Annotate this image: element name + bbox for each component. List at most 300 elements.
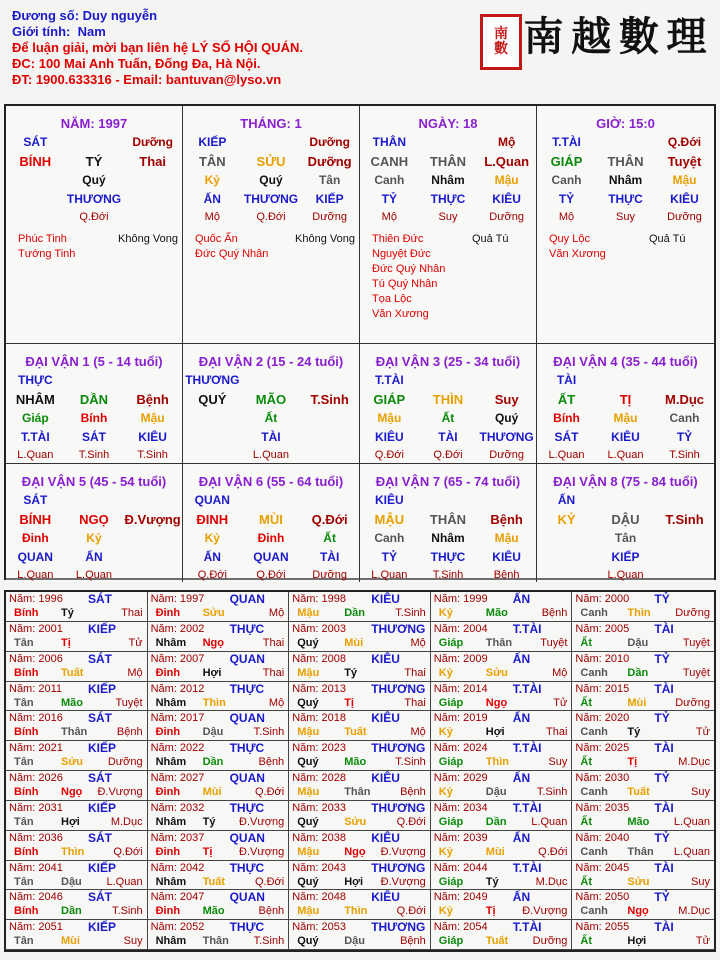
r5-item: Dưỡng	[667, 211, 702, 223]
star-label: Không Vong	[118, 233, 178, 245]
year-cell	[148, 920, 290, 950]
r5-row	[183, 211, 359, 226]
year-cell	[431, 682, 573, 712]
year-star: THỰC	[229, 741, 265, 756]
gender-label: Giới tính:	[12, 24, 71, 39]
year-stem: Kỷ	[438, 786, 453, 798]
year-cell	[289, 652, 431, 682]
year-star: TÀI	[654, 681, 674, 696]
year-branch: Mão	[202, 905, 225, 918]
year-cell	[6, 920, 148, 950]
r3-item: Mậu	[140, 411, 165, 425]
dai-van-cell	[537, 344, 714, 464]
r1-item: T.TÀI	[552, 135, 581, 149]
year-branch: Hợi	[485, 726, 505, 739]
year-label: Năm: 2013	[292, 682, 346, 695]
r4-item: TỶ	[381, 192, 397, 206]
year-phase: Bệnh	[258, 905, 285, 918]
r2-item: ĐINH	[196, 512, 229, 527]
r1-item: THỰC	[18, 373, 53, 387]
year-stem: Tân	[14, 815, 34, 828]
year-stem: Tân	[14, 696, 34, 709]
year-stem: Quý	[297, 815, 319, 828]
year-cell	[572, 682, 714, 712]
year-stem: Đinh	[155, 726, 181, 739]
r3-item	[655, 531, 713, 546]
r1-item: THƯƠNG	[185, 373, 240, 387]
year-branch: Thân	[61, 726, 88, 739]
year-stem: Quý	[297, 636, 319, 649]
r5-item: Q.Đới	[197, 569, 227, 581]
year-star: QUAN	[229, 711, 265, 726]
year-star: TÀI	[654, 741, 674, 756]
year-table	[4, 590, 716, 952]
year-phase: M.Dục	[678, 756, 710, 769]
year-label: Năm: 2016	[9, 712, 63, 725]
r2-item: KỶ	[557, 512, 576, 527]
stars-right	[118, 232, 178, 247]
r4-item: QUAN	[253, 550, 289, 564]
year-branch: Ngọ	[344, 845, 366, 858]
year-branch: Hợi	[61, 815, 80, 828]
r3-row	[537, 531, 714, 546]
year-phase: M.Dục	[110, 815, 143, 828]
r3-row	[537, 173, 714, 188]
year-label: Năm: 1998	[292, 593, 346, 605]
year-cell	[289, 920, 431, 950]
r3-row	[6, 173, 182, 188]
year-branch: Thìn	[485, 756, 510, 769]
year-cell	[431, 861, 573, 891]
year-star: THƯƠNG	[371, 621, 426, 636]
year-phase: T.Sinh	[536, 786, 568, 798]
year-stem: Kỷ	[438, 726, 453, 739]
r1-item: ẤN	[557, 493, 576, 507]
r3-item: Kỷ	[204, 173, 220, 187]
year-star: ẤN	[512, 771, 531, 785]
r3-item: Nhâm	[608, 173, 643, 187]
year-label: Năm: 1999	[433, 593, 488, 605]
year-phase: L.Quan	[673, 845, 710, 858]
year-stem: Tân	[14, 875, 34, 888]
year-phase: Bệnh	[400, 786, 426, 798]
year-branch: Mùi	[344, 636, 364, 649]
r1-item: SÁT	[23, 135, 48, 149]
year-phase: Bệnh	[400, 935, 426, 948]
year-phase: T.Sinh	[395, 607, 426, 619]
year-cell	[572, 652, 714, 682]
year-phase: Suy	[123, 935, 143, 948]
dai-van-cell	[183, 464, 360, 582]
year-label: Năm: 2052	[150, 921, 205, 934]
year-star: ẤN	[512, 711, 531, 726]
stars-right	[472, 232, 509, 247]
year-stem: Bính	[14, 726, 39, 739]
r4-item: ẤN	[85, 550, 103, 564]
r2-item: THÂN	[429, 154, 467, 169]
r5-item	[124, 211, 182, 226]
year-phase: Bệnh	[116, 726, 143, 739]
dai-van-title: ĐẠI VẬN 2 (15 - 24 tuổi)	[198, 354, 344, 369]
r1-row	[360, 373, 536, 388]
year-branch: Sửu	[344, 815, 367, 828]
year-label: Năm: 2015	[575, 682, 630, 695]
r2-item: ẤT	[557, 392, 576, 407]
r4-row	[360, 430, 536, 445]
year-star: THƯƠNG	[371, 800, 426, 815]
address-line: ĐC: 100 Mai Anh Tuấn, Đống Đa, Hà Nội.	[12, 56, 261, 71]
r4-item: TỶ	[558, 192, 575, 206]
year-branch: Mão	[344, 756, 367, 769]
year-label: Năm: 2054	[433, 921, 488, 934]
year-cell	[6, 592, 148, 622]
year-label: Năm: 2023	[292, 742, 346, 755]
year-cell	[572, 831, 714, 861]
year-phase: Mộ	[127, 666, 143, 679]
year-stem: Nhâm	[155, 696, 187, 709]
brand-char: 理	[666, 12, 707, 60]
year-stem: Đinh	[155, 666, 181, 679]
r1-item: Q.Đới	[667, 135, 702, 149]
r2-row	[6, 392, 182, 407]
year-label: Năm: 2037	[150, 831, 205, 844]
r1-item	[655, 493, 713, 508]
pillar-cell	[183, 106, 360, 344]
r5-item	[183, 449, 241, 464]
year-label: Năm: 2034	[433, 801, 488, 814]
owner-name: Duy nguyễn	[82, 8, 158, 23]
year-label: Năm: 2055	[575, 921, 630, 934]
r4-item: KIÊU	[670, 192, 699, 206]
year-phase: Đ.Vượng	[239, 815, 285, 828]
r2-item: Q.Đới	[311, 512, 348, 527]
year-star: TÀI	[654, 800, 674, 815]
star-label: Tọa Lộc	[372, 293, 412, 305]
r4-row	[6, 430, 182, 445]
year-stem: Ất	[580, 636, 592, 649]
year-label: Năm: 2020	[575, 712, 630, 725]
year-label: Năm: 2001	[9, 622, 63, 635]
r1-item	[242, 493, 300, 508]
year-label: Năm: 2032	[150, 801, 205, 814]
year-cell	[572, 861, 714, 891]
year-stem: Giáp	[438, 815, 464, 828]
r4-item: ẤN	[203, 550, 221, 564]
r3-item: Tân	[614, 531, 637, 545]
year-cell	[431, 831, 573, 861]
r2-item: Đ.Vượng	[124, 512, 181, 527]
year-label: Năm: 2005	[575, 622, 630, 635]
year-branch: Dậu	[344, 935, 365, 948]
year-star: SÁT	[88, 890, 112, 905]
year-branch: Tuất	[344, 726, 367, 739]
year-stem: Kỷ	[438, 845, 453, 858]
year-cell	[148, 861, 290, 891]
r3-item	[124, 531, 182, 546]
year-star: T.TÀI	[512, 741, 542, 756]
year-star: SÁT	[88, 592, 112, 606]
pillar-title: NĂM: 1997	[60, 116, 128, 131]
year-phase: L.Quan	[531, 815, 568, 828]
year-label: Năm: 2044	[433, 861, 488, 874]
year-star: TỶ	[654, 771, 670, 785]
year-stem: Bính	[14, 786, 39, 798]
r2-item: Bệnh	[490, 512, 523, 527]
year-cell	[148, 652, 290, 682]
year-label: Năm: 2040	[575, 831, 630, 844]
r5-item: L.Quan	[371, 569, 408, 581]
r3-item: Kỷ	[204, 531, 220, 545]
year-branch: Mão	[485, 607, 508, 619]
r4-item: TÀI	[319, 550, 340, 564]
year-branch: Mùi	[61, 935, 80, 948]
year-stem: Tân	[14, 935, 34, 948]
r5-item: L.Quan	[548, 449, 585, 461]
year-label: Năm: 2033	[292, 801, 346, 814]
year-stem: Canh	[580, 666, 608, 679]
r4-item: THƯƠNG	[479, 430, 534, 444]
r4-item: TỶ	[676, 430, 693, 444]
year-label: Năm: 2030	[575, 772, 630, 784]
year-cell	[148, 890, 290, 920]
r1-item	[655, 373, 713, 388]
year-branch: Thìn	[344, 905, 368, 918]
r5-item: Dưỡng	[489, 449, 525, 461]
r4-item	[655, 550, 713, 565]
r2-item: DẦN	[79, 392, 109, 407]
r1-row	[360, 135, 536, 150]
r3-row	[6, 411, 182, 426]
r5-row	[537, 211, 714, 226]
year-branch: Tý	[627, 726, 641, 739]
header-info	[12, 8, 472, 88]
year-stem: Nhâm	[155, 756, 187, 769]
r2-item: Suy	[494, 392, 519, 407]
year-phase: M.Dục	[535, 875, 568, 888]
year-phase: Thai	[404, 696, 426, 709]
r1-item	[242, 373, 300, 388]
year-label: Năm: 2036	[9, 831, 63, 844]
year-phase: Suy	[691, 875, 710, 888]
r2-item: MẬU	[374, 512, 405, 527]
r4-item	[301, 430, 359, 445]
r2-item: L.Quan	[484, 154, 530, 169]
r3-row	[183, 531, 359, 546]
r4-item	[183, 430, 241, 445]
pillar-cell	[6, 106, 183, 344]
r2-item: M.Dục	[665, 392, 704, 407]
r3-item	[537, 531, 595, 546]
year-branch: Tuất	[627, 786, 650, 798]
star-label: Quy Lộc	[549, 233, 590, 245]
year-branch: Dậu	[202, 726, 224, 739]
year-star: QUAN	[229, 890, 265, 905]
year-phase: Q.Đới	[254, 875, 285, 888]
year-stem: Kỷ	[438, 607, 453, 619]
year-branch: Hợi	[627, 935, 647, 948]
year-label: Năm: 2047	[150, 891, 205, 904]
r5-item: T.Sinh	[137, 449, 168, 461]
dai-van-title: ĐẠI VẬN 5 (45 - 54 tuổi)	[21, 474, 167, 489]
year-cell	[431, 652, 573, 682]
r2-row	[537, 512, 714, 527]
year-branch: Dần	[485, 815, 507, 828]
r1-row	[6, 135, 182, 150]
year-cell	[431, 622, 573, 652]
r4-item: KIÊU	[611, 430, 640, 444]
year-star: TÀI	[654, 860, 674, 875]
r2-row	[360, 154, 536, 169]
year-branch: Dần	[344, 607, 365, 619]
r5-item: Dưỡng	[312, 569, 348, 581]
r5-item: L.Quan	[17, 569, 54, 581]
r5-item: Bệnh	[493, 569, 520, 581]
r4-item: THỰC	[430, 192, 466, 206]
star-label: Tú Quý Nhân	[372, 278, 438, 290]
star-label: Văn Xương	[372, 308, 429, 320]
r4-item: ẤN	[203, 192, 221, 206]
r2-item: Thai	[139, 154, 166, 169]
r5-item	[537, 569, 595, 582]
r3-item: Canh	[551, 173, 582, 187]
year-cell	[431, 592, 573, 622]
year-stem: Ất	[580, 815, 592, 828]
star-label: Quả Tú	[472, 233, 509, 245]
year-label: Năm: 2002	[150, 622, 205, 635]
year-star: SÁT	[88, 711, 112, 726]
r2-item: Tuyệt	[667, 154, 702, 169]
r1-row	[537, 373, 714, 388]
brand-char: 越	[571, 12, 612, 60]
r3-row	[183, 173, 359, 188]
year-label: Năm: 1996	[9, 593, 63, 605]
year-star: KIÊU	[371, 651, 400, 666]
year-label: Năm: 2022	[150, 742, 205, 755]
year-stem: Giáp	[438, 935, 464, 948]
year-stem: Giáp	[438, 696, 464, 709]
r1-item: THÂN	[372, 135, 406, 149]
pillar-title: GIỜ: 15:0	[596, 116, 655, 131]
star-label: Quốc Ấn	[195, 233, 238, 245]
year-stem: Bính	[14, 607, 39, 619]
r1-item	[478, 493, 536, 508]
year-cell	[431, 920, 573, 950]
year-star: T.TÀI	[512, 920, 542, 935]
year-star: THỰC	[229, 800, 265, 815]
year-cell	[289, 741, 431, 771]
year-label: Năm: 2003	[292, 622, 346, 635]
year-star: THƯƠNG	[371, 681, 426, 696]
year-label: Năm: 2048	[292, 891, 346, 904]
year-cell	[148, 711, 290, 741]
year-cell	[572, 592, 714, 622]
r1-item: KIÊU	[374, 493, 404, 507]
year-branch: Thìn	[202, 696, 226, 709]
r5-item: Mộ	[381, 211, 397, 223]
year-cell	[572, 711, 714, 741]
r3-item: Nhâm	[431, 531, 465, 545]
r1-item: Mộ	[497, 135, 516, 149]
r4-item: THƯƠNG	[66, 192, 122, 206]
year-star: ẤN	[512, 830, 531, 845]
year-star: KIÊU	[371, 771, 400, 785]
r5-item: Q.Đới	[433, 449, 463, 461]
year-star: TÀI	[654, 621, 674, 636]
r1-item	[478, 373, 536, 388]
r3-item: Tân	[318, 173, 341, 187]
r2-row	[183, 392, 359, 407]
r4-item: THỰC	[608, 192, 643, 206]
year-label: Năm: 2012	[150, 682, 205, 695]
r1-row	[537, 493, 714, 508]
year-phase: Q.Đới	[396, 905, 426, 918]
year-phase: Tử	[553, 696, 568, 709]
year-cell	[148, 622, 290, 652]
r3-item: Mậu	[494, 173, 519, 187]
r3-item: Mậu	[494, 531, 519, 545]
r3-item: Đinh	[21, 531, 49, 545]
stars-right	[649, 232, 686, 247]
year-label: Năm: 2011	[9, 682, 62, 695]
r3-row	[6, 531, 182, 546]
r1-item	[124, 493, 182, 508]
stars-left	[195, 232, 268, 262]
r2-item: TỊ	[619, 392, 632, 407]
year-cell	[289, 711, 431, 741]
year-label: Năm: 2045	[575, 861, 630, 874]
r3-item: Đinh	[257, 531, 285, 545]
r3-item: Quý	[494, 411, 519, 425]
year-stem: Tân	[14, 756, 34, 769]
year-cell	[289, 771, 431, 801]
year-label: Năm: 2027	[150, 772, 205, 784]
year-star: SÁT	[88, 651, 112, 666]
r3-item: Mậu	[672, 173, 697, 187]
year-stem: Mậu	[297, 607, 320, 619]
year-star: QUAN	[229, 771, 265, 785]
year-cell	[289, 861, 431, 891]
r4-item: KIÊU	[374, 430, 404, 444]
year-stem: Ất	[580, 696, 592, 709]
r4-row	[360, 192, 536, 207]
r3-row	[537, 411, 714, 426]
year-branch: Sửu	[627, 875, 650, 888]
r5-item: L.Quan	[17, 449, 54, 461]
year-branch: Ngọ	[61, 786, 83, 798]
r2-row	[6, 154, 182, 169]
r2-item: TÝ	[85, 154, 103, 169]
r4-row	[537, 430, 714, 445]
r3-item: Nhâm	[431, 173, 465, 187]
dai-van-title: ĐẠI VẬN 8 (75 - 84 tuổi)	[553, 474, 698, 489]
year-phase: Mộ	[410, 636, 426, 649]
r2-item: CANH	[370, 154, 409, 169]
r4-item: KIẾP	[611, 550, 640, 564]
year-phase: Suy	[691, 786, 710, 798]
year-stem: Kỷ	[438, 905, 453, 918]
year-label: Năm: 2014	[433, 682, 488, 695]
year-branch: Dần	[61, 905, 82, 918]
r2-item: QUÝ	[198, 392, 227, 407]
year-branch: Tuất	[202, 875, 225, 888]
year-stem: Canh	[580, 845, 608, 858]
r1-item: Dưỡng	[309, 135, 350, 149]
year-cell	[431, 771, 573, 801]
year-branch: Tị	[61, 636, 71, 649]
year-star: QUAN	[229, 592, 265, 606]
star-label: Quả Tú	[649, 233, 686, 245]
dai-van-title: ĐẠI VẬN 6 (55 - 64 tuổi)	[198, 474, 344, 489]
